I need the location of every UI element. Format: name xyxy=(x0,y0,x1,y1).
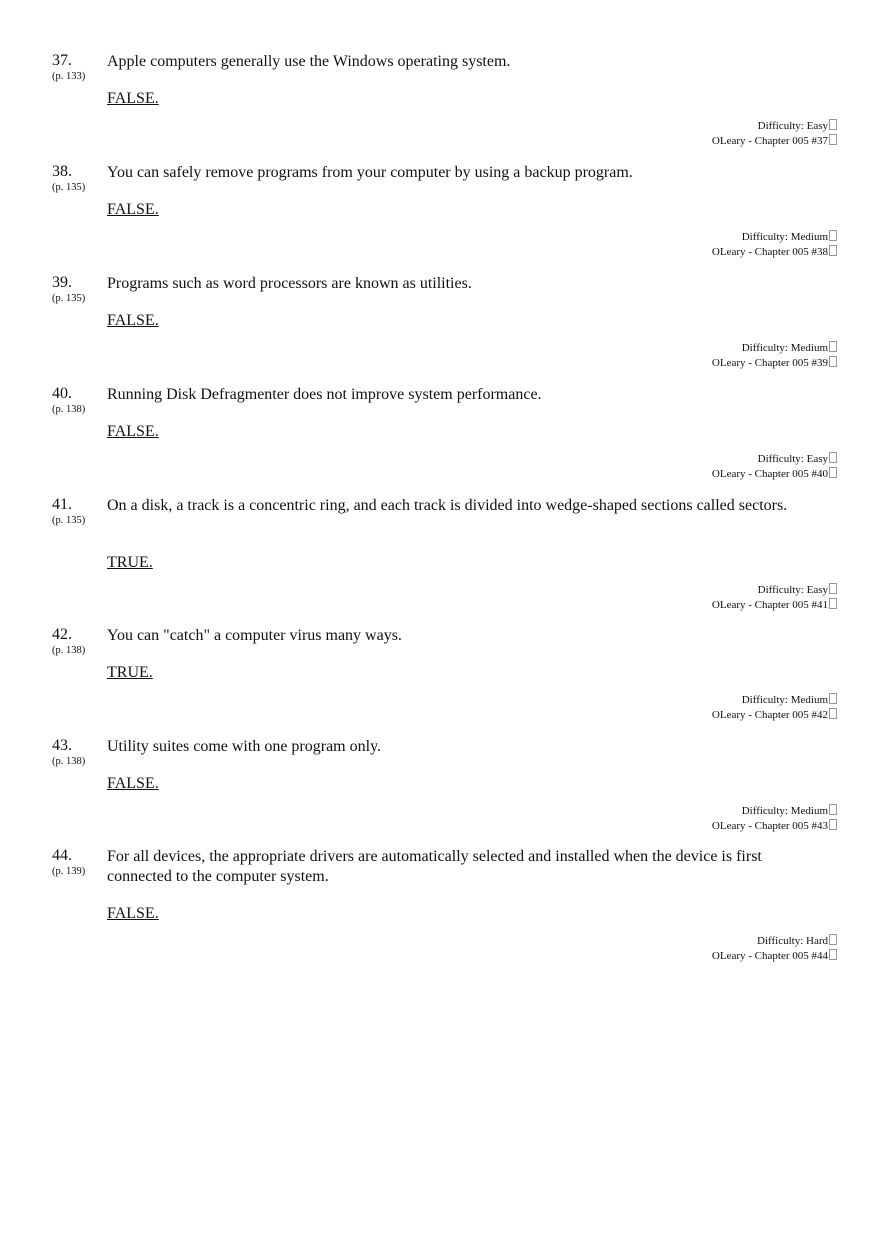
question-reference: OLeary - Chapter 005 #37 xyxy=(711,135,828,147)
missing-glyph-icon xyxy=(829,467,837,478)
question-number: 41. xyxy=(52,496,72,513)
question-number: 40. xyxy=(52,385,72,402)
question-text: Programs such as word processors are known as utilities. xyxy=(107,275,472,292)
answer: FALSE. xyxy=(107,90,159,107)
question-text: Apple computers generally use the Windows operating system. xyxy=(107,53,511,70)
answer: FALSE. xyxy=(107,775,159,792)
question-reference: OLeary - Chapter 005 #44 xyxy=(711,950,828,962)
missing-glyph-icon xyxy=(829,949,837,960)
question-number: 39. xyxy=(52,274,72,291)
difficulty: Difficulty: Medium xyxy=(741,694,828,706)
missing-glyph-icon xyxy=(829,119,837,130)
question-meta xyxy=(712,934,837,964)
missing-glyph-icon xyxy=(829,693,837,704)
page-reference: (p. 135) xyxy=(52,515,86,526)
difficulty: Difficulty: Easy xyxy=(757,584,828,596)
answer: FALSE. xyxy=(107,905,159,922)
missing-glyph-icon xyxy=(829,245,837,256)
question-reference: OLeary - Chapter 005 #39 xyxy=(711,357,828,369)
answer: FALSE. xyxy=(107,312,159,329)
question-number: 42. xyxy=(52,626,72,643)
question-reference: OLeary - Chapter 005 #43 xyxy=(711,820,828,832)
question-number: 37. xyxy=(52,52,72,69)
missing-glyph-icon xyxy=(829,934,837,945)
question-reference: OLeary - Chapter 005 #38 xyxy=(711,246,828,258)
question-meta xyxy=(712,583,837,613)
missing-glyph-icon xyxy=(829,598,837,609)
question-text: You can safely remove programs from your computer by using a backup program. xyxy=(107,164,633,181)
missing-glyph-icon xyxy=(829,230,837,241)
missing-glyph-icon xyxy=(829,452,837,463)
missing-glyph-icon xyxy=(829,356,837,367)
difficulty: Difficulty: Easy xyxy=(757,120,828,132)
difficulty: Difficulty: Easy xyxy=(757,453,828,465)
answer: FALSE. xyxy=(107,423,159,440)
page-reference: (p. 135) xyxy=(52,293,86,304)
page-reference: (p. 139) xyxy=(52,866,86,877)
missing-glyph-icon xyxy=(829,804,837,815)
question-meta xyxy=(712,693,837,723)
missing-glyph-icon xyxy=(829,583,837,594)
question-meta xyxy=(712,452,837,482)
difficulty: Difficulty: Medium xyxy=(741,342,828,354)
page-reference: (p. 138) xyxy=(52,756,86,767)
page-reference: (p. 138) xyxy=(52,645,86,656)
page-reference: (p. 135) xyxy=(52,182,86,193)
question-meta xyxy=(712,341,837,371)
missing-glyph-icon xyxy=(829,819,837,830)
question-text: You can "catch" a computer virus many ways. xyxy=(107,627,402,644)
question-meta xyxy=(712,804,837,834)
question-reference: OLeary - Chapter 005 #40 xyxy=(711,468,828,480)
question-meta xyxy=(712,119,837,149)
page-reference: (p. 138) xyxy=(52,404,86,415)
question-reference: OLeary - Chapter 005 #42 xyxy=(711,709,828,721)
difficulty: Difficulty: Medium xyxy=(741,231,828,243)
question-number: 38. xyxy=(52,163,72,180)
question-meta xyxy=(712,230,837,260)
missing-glyph-icon xyxy=(829,134,837,145)
answer: TRUE. xyxy=(107,554,153,571)
missing-glyph-icon xyxy=(829,708,837,719)
difficulty: Difficulty: Medium xyxy=(741,805,828,817)
question-text: Running Disk Defragmenter does not improve system performance. xyxy=(107,386,542,403)
question-text: For all devices, the appropriate drivers are automatically selected and installed when the device is first connected to the computer system. xyxy=(107,848,762,885)
difficulty: Difficulty: Hard xyxy=(757,935,828,947)
question-number: 44. xyxy=(52,847,72,864)
answer: TRUE. xyxy=(107,664,153,681)
question-reference: OLeary - Chapter 005 #41 xyxy=(711,599,828,611)
question-text: Utility suites come with one program only. xyxy=(107,738,382,755)
missing-glyph-icon xyxy=(829,341,837,352)
answer: FALSE. xyxy=(107,201,159,218)
question-text: On a disk, a track is a concentric ring, and each track is divided into wedge-shaped sections called sectors. xyxy=(107,497,788,514)
question-number: 43. xyxy=(52,737,72,754)
page-reference: (p. 133) xyxy=(52,71,86,82)
